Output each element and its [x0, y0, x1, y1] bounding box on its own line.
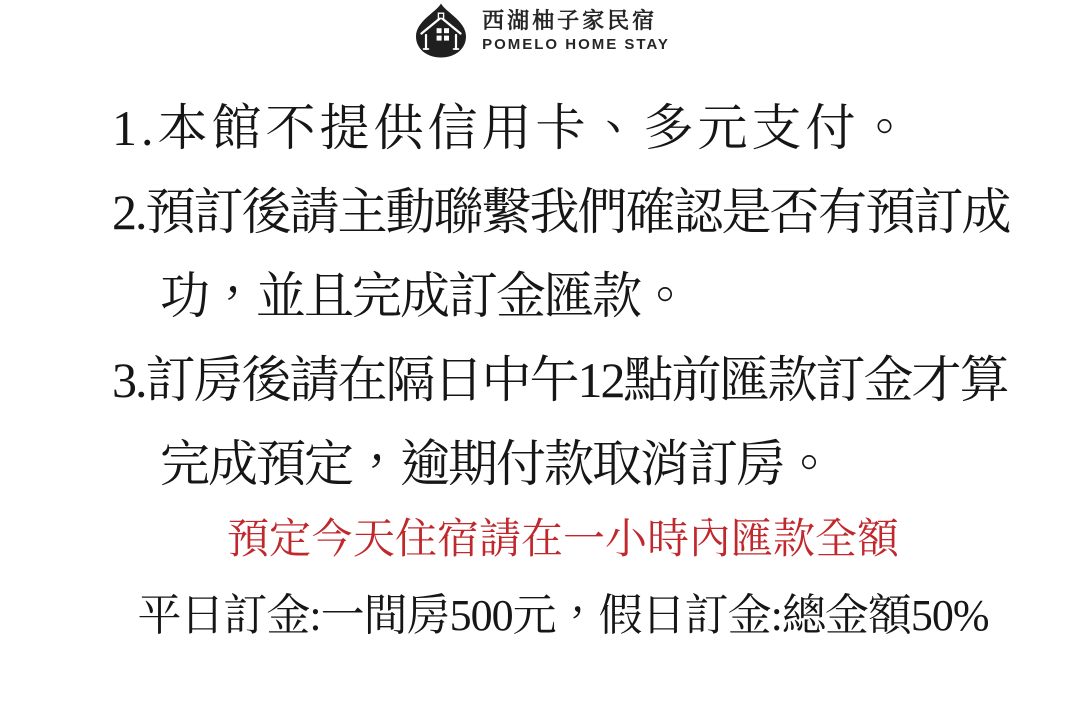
logo	[0, 2, 1080, 59]
urgent-notice: 預定今天住宿請在一小時內匯款全額	[226, 517, 899, 563]
logo-text	[482, 8, 670, 54]
logo-name-en: POMELO HOME STAY	[482, 35, 670, 53]
rule-3-line-2: 完成預定，逾期付款取消訂房。	[160, 436, 832, 492]
deposit-info: 平日訂金:一間房500元，假日訂金:總金額50%	[137, 591, 989, 640]
logo-name-zh: 西湖柚子家民宿	[482, 7, 658, 33]
rule-2-line-2: 功，並且完成訂金匯款。	[160, 268, 688, 324]
rule-1: 1.本館不提供信用卡、多元支付。	[112, 100, 914, 156]
rule-3-line-1: 3.訂房後請在隔日中午12點前匯款訂金才算	[112, 352, 1008, 408]
pomelo-house-icon	[410, 2, 472, 59]
booking-rules	[112, 86, 1010, 506]
rule-2-line-1: 2.預訂後請主動聯繫我們確認是否有預訂成	[112, 184, 1010, 240]
